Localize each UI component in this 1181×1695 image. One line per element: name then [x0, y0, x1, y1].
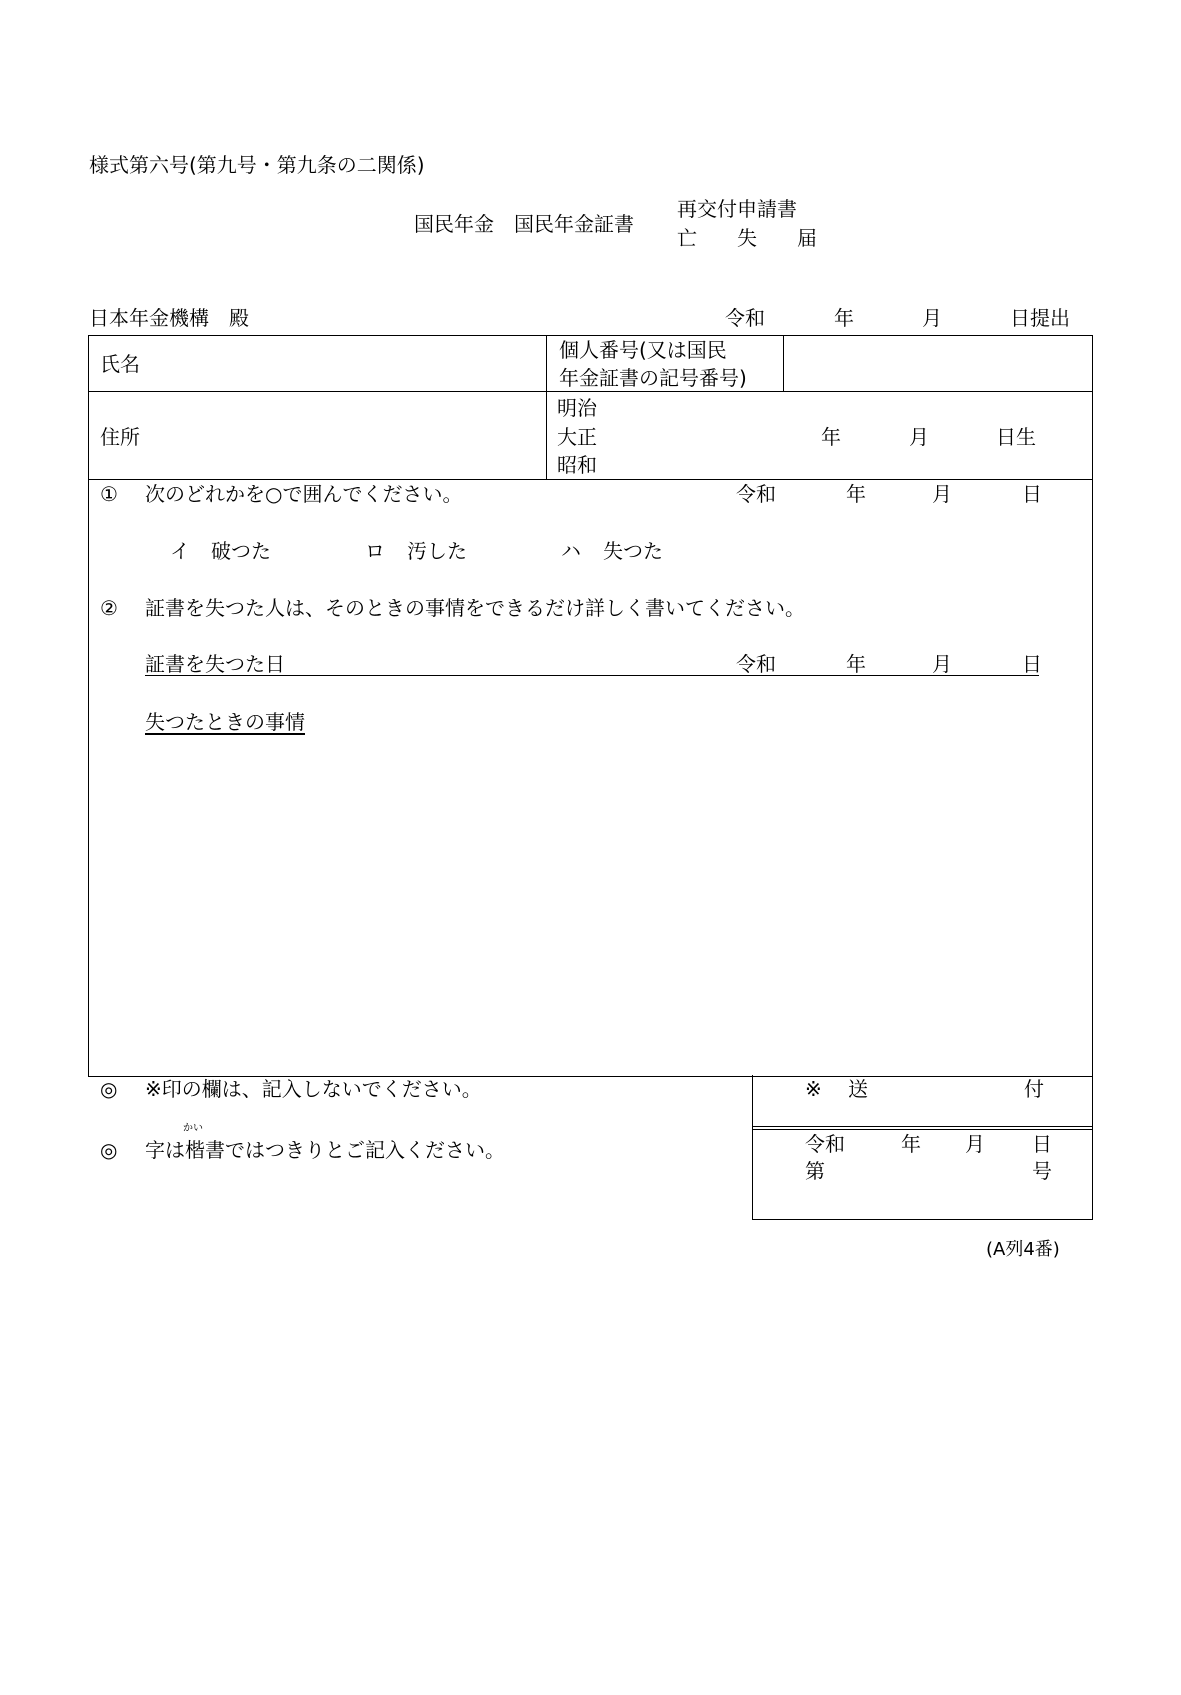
title-option-reissue: 再交付申請書	[677, 197, 797, 221]
option-soiled[interactable]: 汚した	[407, 539, 467, 563]
section1-era: 令和	[736, 482, 776, 506]
row-divider	[88, 479, 1092, 480]
title-option-loss: 亡 失 届	[677, 226, 817, 250]
section1-number: ①	[100, 482, 118, 506]
lost-date-underline	[145, 675, 1039, 676]
address-label: 住所	[100, 425, 140, 449]
office-day: 日	[1032, 1132, 1052, 1156]
era-taisho: 大正	[557, 425, 597, 449]
section1-day: 日	[1022, 482, 1042, 506]
address-field[interactable]	[92, 395, 542, 475]
column-divider	[783, 335, 784, 391]
era-showa: 昭和	[557, 453, 597, 477]
birth-month: 月	[909, 425, 929, 449]
note-mark: ◎	[100, 1138, 118, 1162]
office-mark: ※	[805, 1077, 822, 1101]
birth-year: 年	[821, 425, 841, 449]
office-no-suffix: 号	[1032, 1159, 1052, 1183]
note-mark: ◎	[100, 1077, 118, 1101]
section2-number: ②	[100, 596, 118, 620]
office-era: 令和	[805, 1132, 845, 1156]
id-number-label-2: 年金証書の記号番号)	[559, 366, 747, 390]
note-do-not-fill: ※印の欄は、記入しないでください。	[145, 1077, 482, 1101]
double-divider	[752, 1126, 1092, 1130]
era-meiji: 明治	[557, 396, 597, 420]
name-label: 氏名	[100, 352, 140, 376]
row-divider	[88, 391, 1092, 392]
note-text: 字は	[145, 1138, 185, 1162]
office-no-prefix: 第	[805, 1159, 825, 1183]
office-send: 送	[848, 1077, 868, 1101]
option-torn[interactable]: 破つた	[211, 539, 271, 563]
option-mark-ro[interactable]: ロ	[365, 539, 385, 563]
lost-date-month: 月	[932, 652, 952, 676]
note-kanji: 楷	[185, 1138, 205, 1162]
submit-month: 月	[922, 306, 942, 330]
office-month: 月	[965, 1132, 985, 1156]
note-text: 書ではつきりとご記入ください。	[205, 1138, 505, 1162]
document-title: 国民年金 国民年金証書	[414, 212, 634, 236]
column-divider	[546, 335, 547, 479]
option-mark-i[interactable]: イ	[170, 539, 190, 563]
birth-day: 日生	[996, 425, 1036, 449]
submit-year: 年	[834, 306, 854, 330]
office-year: 年	[901, 1132, 921, 1156]
id-number-label: 個人番号(又は国民	[559, 338, 727, 362]
section2-instruction: 証書を失つた人は、そのときの事情をできるだけ詳しく書いてください。	[145, 596, 805, 620]
circumstances-label: 失つたときの事情	[145, 710, 305, 734]
section1-year: 年	[846, 482, 866, 506]
furigana: かい	[183, 1123, 203, 1134]
submit-era: 令和	[725, 306, 765, 330]
option-mark-ha[interactable]: ハ	[561, 539, 581, 563]
section1-instruction: 次のどれかを○で囲んでください。	[145, 482, 463, 506]
submit-day: 日提出	[1010, 306, 1070, 330]
option-lost[interactable]: 失つた	[603, 539, 663, 563]
lost-date-era: 令和	[736, 652, 776, 676]
circumstances-field[interactable]	[145, 745, 1075, 1065]
form-number: 様式第六号(第九号・第九条の二関係)	[89, 153, 425, 177]
lost-date-year: 年	[846, 652, 866, 676]
section1-month: 月	[932, 482, 952, 506]
lost-date-label: 証書を失つた日	[145, 652, 285, 676]
note-write-clearly	[145, 1138, 505, 1162]
id-number-field[interactable]	[787, 338, 1087, 388]
office-attach: 付	[1024, 1077, 1044, 1101]
lost-date-day: 日	[1022, 652, 1042, 676]
addressee: 日本年金機構 殿	[89, 306, 249, 330]
paper-size: (A列4番)	[986, 1239, 1060, 1260]
name-field[interactable]	[92, 338, 542, 388]
